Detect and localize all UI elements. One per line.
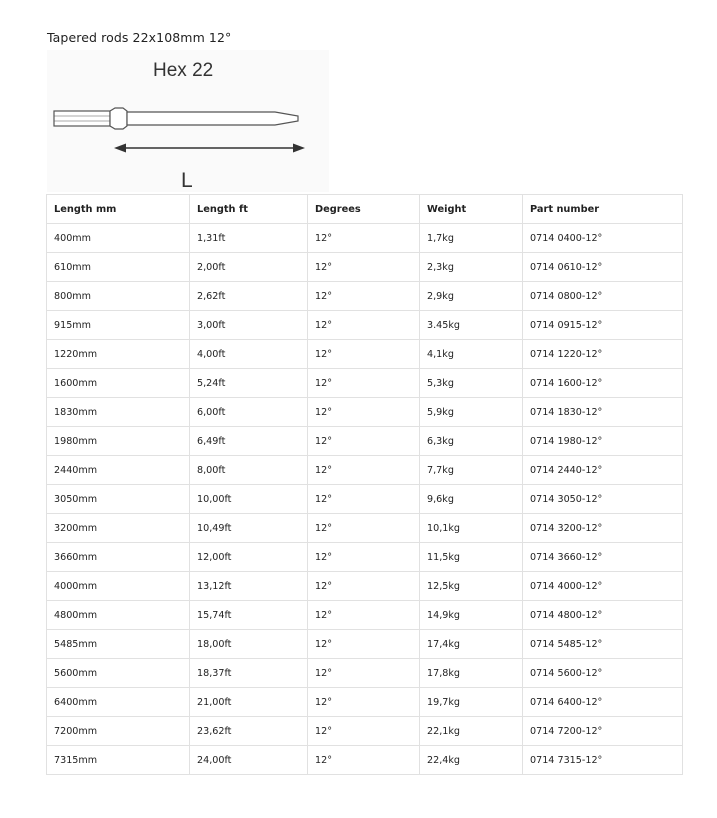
length-mm-cell: 3050mm bbox=[47, 485, 190, 514]
degrees-cell: 12° bbox=[308, 572, 420, 601]
degrees-cell: 12° bbox=[308, 514, 420, 543]
length-mm-cell: 6400mm bbox=[47, 688, 190, 717]
part-number-cell: 0714 0610-12° bbox=[523, 253, 683, 282]
table-row bbox=[47, 398, 683, 427]
length-ft-cell: 2,00ft bbox=[190, 253, 308, 282]
table-row bbox=[47, 543, 683, 572]
part-number-cell: 0714 3660-12° bbox=[523, 543, 683, 572]
part-number-cell: 0714 3200-12° bbox=[523, 514, 683, 543]
length-ft-cell: 21,00ft bbox=[190, 688, 308, 717]
weight-cell: 10,1kg bbox=[420, 514, 523, 543]
weight-cell: 4,1kg bbox=[420, 340, 523, 369]
length-mm-cell: 1600mm bbox=[47, 369, 190, 398]
table-row bbox=[47, 369, 683, 398]
degrees-cell: 12° bbox=[308, 311, 420, 340]
length-mm-cell: 1980mm bbox=[47, 427, 190, 456]
length-ft-cell: 13,12ft bbox=[190, 572, 308, 601]
length-ft-cell: 6,49ft bbox=[190, 427, 308, 456]
hex-label: Hex 22 bbox=[153, 60, 214, 81]
length-ft-cell: 5,24ft bbox=[190, 369, 308, 398]
part-number-cell: 0714 5600-12° bbox=[523, 659, 683, 688]
weight-cell: 5,3kg bbox=[420, 369, 523, 398]
length-mm-cell: 4800mm bbox=[47, 601, 190, 630]
degrees-cell: 12° bbox=[308, 427, 420, 456]
table-row bbox=[47, 717, 683, 746]
degrees-cell: 12° bbox=[308, 369, 420, 398]
length-mm-cell: 915mm bbox=[47, 311, 190, 340]
degrees-cell: 12° bbox=[308, 340, 420, 369]
table-row bbox=[47, 427, 683, 456]
length-ft-cell: 8,00ft bbox=[190, 456, 308, 485]
length-ft-cell: 10,49ft bbox=[190, 514, 308, 543]
length-ft-cell: 4,00ft bbox=[190, 340, 308, 369]
part-number-cell: 0714 5485-12° bbox=[523, 630, 683, 659]
degrees-cell: 12° bbox=[308, 398, 420, 427]
table-row bbox=[47, 572, 683, 601]
part-number-cell: 0714 2440-12° bbox=[523, 456, 683, 485]
weight-cell: 11,5kg bbox=[420, 543, 523, 572]
part-number-cell: 0714 4800-12° bbox=[523, 601, 683, 630]
table-row bbox=[47, 688, 683, 717]
part-number-cell: 0714 0915-12° bbox=[523, 311, 683, 340]
table-row bbox=[47, 224, 683, 253]
weight-cell: 17,8kg bbox=[420, 659, 523, 688]
table-row bbox=[47, 253, 683, 282]
length-ft-cell: 6,00ft bbox=[190, 398, 308, 427]
length-ft-cell: 10,00ft bbox=[190, 485, 308, 514]
page-title: Tapered rods 22x108mm 12° bbox=[47, 30, 232, 45]
length-mm-cell: 5485mm bbox=[47, 630, 190, 659]
table-row bbox=[47, 746, 683, 775]
part-number-cell: 0714 1600-12° bbox=[523, 369, 683, 398]
length-mm-cell: 5600mm bbox=[47, 659, 190, 688]
table-row bbox=[47, 456, 683, 485]
table-row bbox=[47, 485, 683, 514]
header-length-mm: Length mm bbox=[47, 195, 190, 224]
table-row bbox=[47, 514, 683, 543]
degrees-cell: 12° bbox=[308, 224, 420, 253]
degrees-cell: 12° bbox=[308, 659, 420, 688]
degrees-cell: 12° bbox=[308, 601, 420, 630]
weight-cell: 2,3kg bbox=[420, 253, 523, 282]
length-mm-cell: 800mm bbox=[47, 282, 190, 311]
part-number-cell: 0714 1220-12° bbox=[523, 340, 683, 369]
length-ft-cell: 1,31ft bbox=[190, 224, 308, 253]
degrees-cell: 12° bbox=[308, 456, 420, 485]
length-mm-cell: 400mm bbox=[47, 224, 190, 253]
specs-table bbox=[46, 194, 683, 775]
part-number-cell: 0714 1830-12° bbox=[523, 398, 683, 427]
weight-cell: 6,3kg bbox=[420, 427, 523, 456]
length-ft-cell: 15,74ft bbox=[190, 601, 308, 630]
length-ft-cell: 24,00ft bbox=[190, 746, 308, 775]
degrees-cell: 12° bbox=[308, 485, 420, 514]
part-number-cell: 0714 1980-12° bbox=[523, 427, 683, 456]
part-number-cell: 0714 7200-12° bbox=[523, 717, 683, 746]
degrees-cell: 12° bbox=[308, 746, 420, 775]
part-number-cell: 0714 6400-12° bbox=[523, 688, 683, 717]
length-ft-cell: 23,62ft bbox=[190, 717, 308, 746]
weight-cell: 17,4kg bbox=[420, 630, 523, 659]
length-ft-cell: 12,00ft bbox=[190, 543, 308, 572]
length-label: L bbox=[181, 169, 193, 192]
length-mm-cell: 3200mm bbox=[47, 514, 190, 543]
length-mm-cell: 610mm bbox=[47, 253, 190, 282]
weight-cell: 22,4kg bbox=[420, 746, 523, 775]
part-number-cell: 0714 4000-12° bbox=[523, 572, 683, 601]
length-mm-cell: 4000mm bbox=[47, 572, 190, 601]
degrees-cell: 12° bbox=[308, 688, 420, 717]
weight-cell: 22,1kg bbox=[420, 717, 523, 746]
part-number-cell: 0714 0800-12° bbox=[523, 282, 683, 311]
length-ft-cell: 3,00ft bbox=[190, 311, 308, 340]
part-number-cell: 0714 0400-12° bbox=[523, 224, 683, 253]
table-row bbox=[47, 630, 683, 659]
weight-cell: 3.45kg bbox=[420, 311, 523, 340]
length-ft-cell: 18,00ft bbox=[190, 630, 308, 659]
rod-diagram bbox=[47, 50, 329, 192]
table-row bbox=[47, 601, 683, 630]
length-ft-cell: 2,62ft bbox=[190, 282, 308, 311]
length-mm-cell: 1830mm bbox=[47, 398, 190, 427]
table-row bbox=[47, 282, 683, 311]
length-mm-cell: 7315mm bbox=[47, 746, 190, 775]
header-weight: Weight bbox=[420, 195, 523, 224]
part-number-cell: 0714 7315-12° bbox=[523, 746, 683, 775]
weight-cell: 9,6kg bbox=[420, 485, 523, 514]
table-header-row bbox=[47, 195, 683, 224]
weight-cell: 1,7kg bbox=[420, 224, 523, 253]
table-row bbox=[47, 340, 683, 369]
degrees-cell: 12° bbox=[308, 282, 420, 311]
weight-cell: 12,5kg bbox=[420, 572, 523, 601]
part-number-cell: 0714 3050-12° bbox=[523, 485, 683, 514]
table-row bbox=[47, 311, 683, 340]
degrees-cell: 12° bbox=[308, 253, 420, 282]
weight-cell: 14,9kg bbox=[420, 601, 523, 630]
length-mm-cell: 2440mm bbox=[47, 456, 190, 485]
length-mm-cell: 1220mm bbox=[47, 340, 190, 369]
weight-cell: 2,9kg bbox=[420, 282, 523, 311]
header-degrees: Degrees bbox=[308, 195, 420, 224]
length-mm-cell: 3660mm bbox=[47, 543, 190, 572]
weight-cell: 5,9kg bbox=[420, 398, 523, 427]
degrees-cell: 12° bbox=[308, 717, 420, 746]
header-part-number: Part number bbox=[523, 195, 683, 224]
degrees-cell: 12° bbox=[308, 543, 420, 572]
table-row bbox=[47, 659, 683, 688]
weight-cell: 7,7kg bbox=[420, 456, 523, 485]
degrees-cell: 12° bbox=[308, 630, 420, 659]
length-ft-cell: 18,37ft bbox=[190, 659, 308, 688]
length-mm-cell: 7200mm bbox=[47, 717, 190, 746]
weight-cell: 19,7kg bbox=[420, 688, 523, 717]
header-length-ft: Length ft bbox=[190, 195, 308, 224]
